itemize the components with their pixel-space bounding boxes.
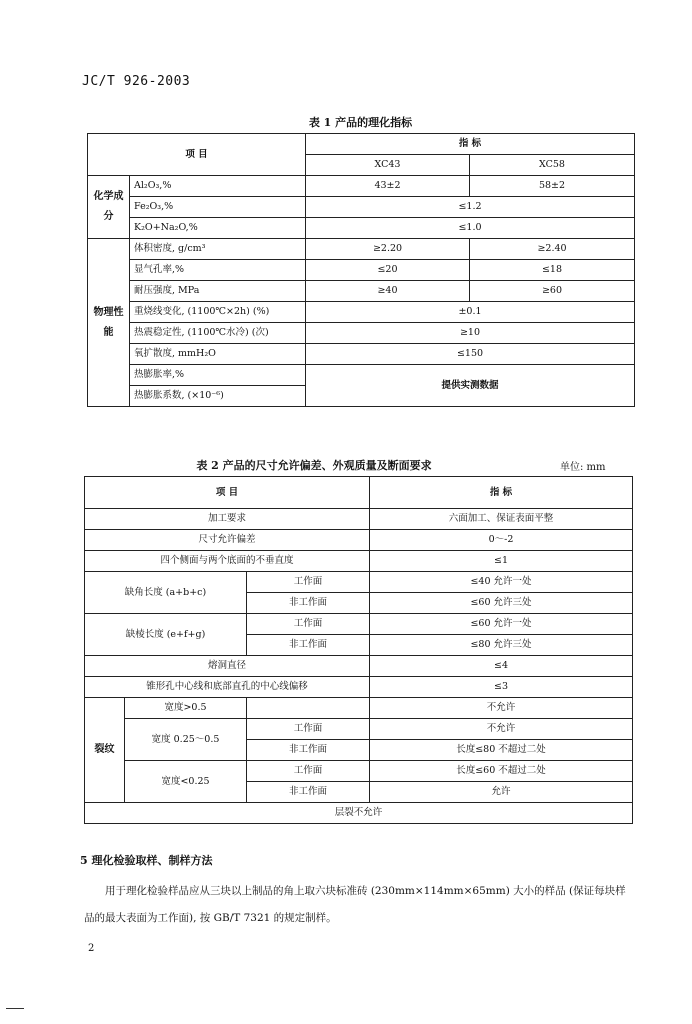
t2-cell: ≤80 允许三处 xyxy=(370,635,633,656)
t2-cell: 长度≤60 不超过二处 xyxy=(370,761,633,782)
t1-cell: ≥60 xyxy=(470,281,635,302)
t1-cell: ≤1.2 xyxy=(306,197,635,218)
t2-row-label: 加工要求 xyxy=(85,509,370,530)
t1-cell: ≤150 xyxy=(306,344,635,365)
t2-cell: ≤1 xyxy=(370,551,633,572)
t1-header-xc58: XC58 xyxy=(470,155,635,176)
t1-row-label: Al₂O₃,% xyxy=(130,176,306,197)
standard-header: JC/T 926-2003 xyxy=(82,74,191,89)
t2-cell: 0～-2 xyxy=(370,530,633,551)
t2-width-label: 宽度>0.5 xyxy=(125,698,247,719)
t1-cell: ≤20 xyxy=(306,260,470,281)
t2-cell: ≤60 允许一处 xyxy=(370,614,633,635)
table1 xyxy=(87,133,635,407)
t1-cell-measured: 提供实测数据 xyxy=(306,365,635,407)
t1-row-label: 显气孔率,% xyxy=(130,260,306,281)
t1-cell: 43±2 xyxy=(306,176,470,197)
table1-caption: 表 1 产品的理化指标 xyxy=(308,116,413,129)
t2-sub-label: 工作面 xyxy=(247,761,370,782)
t2-corner-label: 缺角长度 (a+b+c) xyxy=(85,572,247,614)
t1-row-label: Fe₂O₃,% xyxy=(130,197,306,218)
t2-header-item: 项 目 xyxy=(85,477,370,509)
t2-sub-label: 非工作面 xyxy=(247,593,370,614)
t2-row-label: 熔洞直径 xyxy=(85,656,370,677)
t2-sub-label: 工作面 xyxy=(247,719,370,740)
table2 xyxy=(84,476,633,824)
t2-row-label: 锥形孔中心线和底部直孔的中心线偏移 xyxy=(85,677,370,698)
t1-cell: ±0.1 xyxy=(306,302,635,323)
table2-unit: 单位: mm xyxy=(560,462,606,473)
scan-edge-mark xyxy=(6,1008,24,1009)
t1-row-label: 体积密度, g/cm³ xyxy=(130,239,306,260)
t2-cell: ≤60 允许三处 xyxy=(370,593,633,614)
t2-sub-label: 工作面 xyxy=(247,614,370,635)
t1-row-label: K₂O+Na₂O,% xyxy=(130,218,306,239)
t1-cell: ≥10 xyxy=(306,323,635,344)
t2-row-label: 尺寸允许偏差 xyxy=(85,530,370,551)
t1-cell: ≥2.40 xyxy=(470,239,635,260)
t1-header-index: 指 标 xyxy=(306,134,635,155)
t1-cell: ≥2.20 xyxy=(306,239,470,260)
section-5-paragraph: 用于理化检验样品应从三块以上制品的角上取六块标准砖 (230mm×114mm×65mm) 大小的样品 (保证每块样品的最大表面为工作面), 按 GB/T 7321 的规定制样。 xyxy=(84,885,626,924)
t1-cell: 58±2 xyxy=(470,176,635,197)
t1-row-label: 耐压强度, MPa xyxy=(130,281,306,302)
t2-crack-label: 裂纹 xyxy=(85,698,125,803)
t1-cell: ≤1.0 xyxy=(306,218,635,239)
t2-row-label: 四个侧面与两个底面的不垂直度 xyxy=(85,551,370,572)
t2-width-label: 宽度<0.25 xyxy=(125,761,247,803)
t2-cell: 不允许 xyxy=(370,698,633,719)
t2-width-label: 宽度 0.25～0.5 xyxy=(125,719,247,761)
t2-header-index: 指 标 xyxy=(370,477,633,509)
t2-cell: ≤3 xyxy=(370,677,633,698)
t2-sub-label: 工作面 xyxy=(247,572,370,593)
t1-cell: ≤18 xyxy=(470,260,635,281)
t1-row-label: 重烧线变化, (1100℃×2h) (%) xyxy=(130,302,306,323)
t1-group-chem: 化学成分 xyxy=(88,176,130,239)
t1-cell: ≥40 xyxy=(306,281,470,302)
t1-header-item: 项 目 xyxy=(88,134,306,176)
t2-cell: 长度≤80 不超过二处 xyxy=(370,740,633,761)
t2-cell: 不允许 xyxy=(370,719,633,740)
section-5-title: 5 理化检验取样、制样方法 xyxy=(80,854,213,867)
t1-row-label: 热震稳定性, (1100℃水冷) (次) xyxy=(130,323,306,344)
t2-edge-label: 缺棱长度 (e+f+g) xyxy=(85,614,247,656)
t2-cell: 六面加工、保证表面平整 xyxy=(370,509,633,530)
t1-row-label: 氧扩散度, mmH₂O xyxy=(130,344,306,365)
t2-last-row: 层裂不允许 xyxy=(85,803,633,824)
t2-cell: 允许 xyxy=(370,782,633,803)
page-number: 2 xyxy=(88,943,95,954)
t2-empty-cell xyxy=(247,698,370,719)
t1-group-phys: 物理性能 xyxy=(88,239,130,407)
t1-row-label: 热膨胀系数, (×10⁻⁶) xyxy=(130,386,306,407)
t2-cell: ≤4 xyxy=(370,656,633,677)
t1-header-xc43: XC43 xyxy=(306,155,470,176)
table2-caption: 表 2 产品的尺寸允许偏差、外观质量及断面要求 xyxy=(196,459,432,472)
t2-sub-label: 非工作面 xyxy=(247,782,370,803)
t2-sub-label: 非工作面 xyxy=(247,635,370,656)
t2-cell: ≤40 允许一处 xyxy=(370,572,633,593)
t2-sub-label: 非工作面 xyxy=(247,740,370,761)
t1-row-label: 热膨胀率,% xyxy=(130,365,306,386)
